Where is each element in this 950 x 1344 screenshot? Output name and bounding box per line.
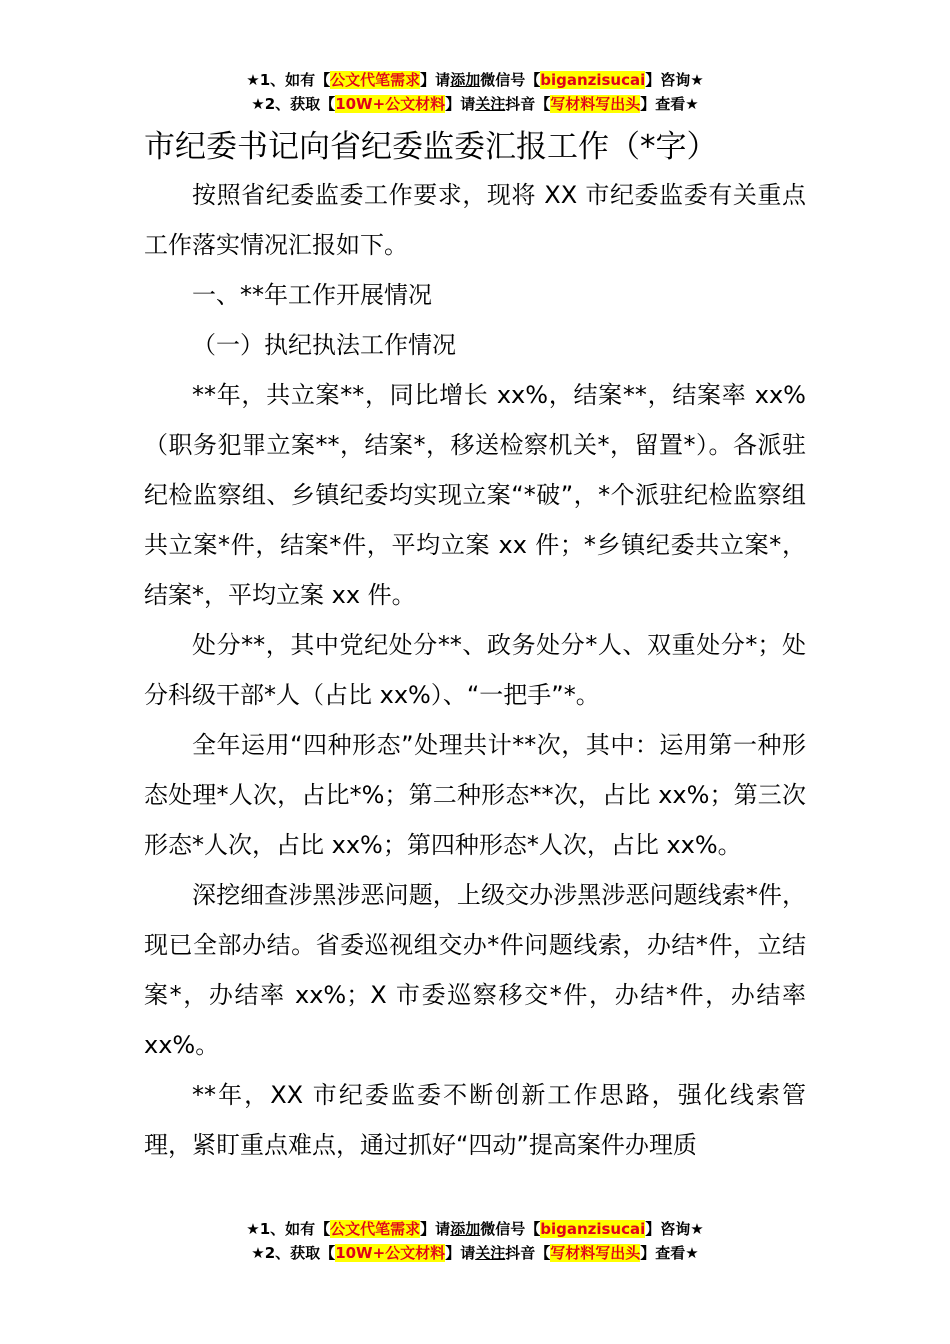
banner-highlight: 公文代笔需求 — [330, 71, 421, 89]
banner-text: 】咨询★ — [645, 1220, 704, 1238]
banner-text: ★2、获取【 — [251, 1244, 336, 1262]
banner-text: ★1、如有【 — [246, 71, 331, 89]
banner-underlined: 关注 — [475, 95, 506, 113]
banner-text: 】查看★ — [640, 95, 699, 113]
banner-text: 】请 — [420, 71, 451, 89]
banner-line-2 — [0, 1241, 950, 1265]
document-body — [144, 170, 806, 1170]
banner-highlight: 10W+公文材料 — [335, 1244, 446, 1262]
banner-text: 】查看★ — [640, 1244, 699, 1262]
document-title: 市纪委书记向省纪委监委汇报工作（*字） — [144, 129, 718, 165]
banner-wechat-id: biganzisucai — [540, 1220, 646, 1238]
heading-subsection-1: （一）执纪执法工作情况 — [192, 331, 456, 359]
banner-text: 微信号【 — [480, 1220, 541, 1238]
banner-text: 】请 — [445, 1244, 476, 1262]
banner-text: 抖音【 — [505, 1244, 551, 1262]
banner-line-2 — [0, 92, 950, 116]
banner-line-1 — [0, 68, 950, 92]
paragraph: 全年运用“四种形态”处理共计**次，其中：运用第一种形态处理*人次，占比*%；第二种形态**次，占比 xx%；第三次形态*人次，占比 xx%；第四种形态*人次，占比 xx%。 — [144, 731, 806, 859]
banner-text: 微信号【 — [480, 71, 541, 89]
banner-douyin-id: 写材料写出头 — [550, 95, 641, 113]
banner-underlined: 添加 — [450, 1220, 481, 1238]
banner-underlined: 添加 — [450, 71, 481, 89]
banner-highlight: 公文代笔需求 — [330, 1220, 421, 1238]
paragraph: **年，共立案**，同比增长 xx%，结案**，结案率 xx%（职务犯罪立案**，结案*，移送检察机关*，留置*）。各派驻纪检监察组、乡镇纪委均实现立案“*破”，*个派驻纪检监察组共立案*件，结案*件，平均立案 xx 件；*乡镇纪委共立案*，结案*，平均立案 xx 件。 — [144, 381, 806, 609]
banner-text: ★1、如有【 — [246, 1220, 331, 1238]
paragraph-intro: 按照省纪委监委工作要求，现将 XX 市纪委监委有关重点工作落实情况汇报如下。 — [144, 181, 806, 259]
paragraph: **年，XX 市纪委监委不断创新工作思路，强化线索管理，紧盯重点难点，通过抓好“四动”提高案件办理质 — [144, 1081, 806, 1159]
banner-underlined: 关注 — [475, 1244, 506, 1262]
paragraph: 处分**，其中党纪处分**、政务处分*人、双重处分*；处分科级干部*人（占比 xx%）、“一把手”*。 — [144, 631, 806, 709]
banner-highlight: 10W+公文材料 — [335, 95, 446, 113]
heading-section-1: 一、**年工作开展情况 — [192, 281, 432, 309]
banner-text: ★2、获取【 — [251, 95, 336, 113]
banner-text: 】请 — [445, 95, 476, 113]
banner-text: 】咨询★ — [645, 71, 704, 89]
banner-text: 抖音【 — [505, 95, 551, 113]
banner-douyin-id: 写材料写出头 — [550, 1244, 641, 1262]
footer-banner — [0, 1217, 950, 1265]
banner-text: 】请 — [420, 1220, 451, 1238]
header-banner — [0, 68, 950, 116]
banner-wechat-id: biganzisucai — [540, 71, 646, 89]
banner-line-1 — [0, 1217, 950, 1241]
paragraph: 深挖细查涉黑涉恶问题，上级交办涉黑涉恶问题线索*件，现已全部办结。省委巡视组交办*件问题线索，办结*件，立结案*，办结率 xx%；X 市委巡察移交*件，办结*件，办结率 xx%。 — [144, 881, 806, 1059]
